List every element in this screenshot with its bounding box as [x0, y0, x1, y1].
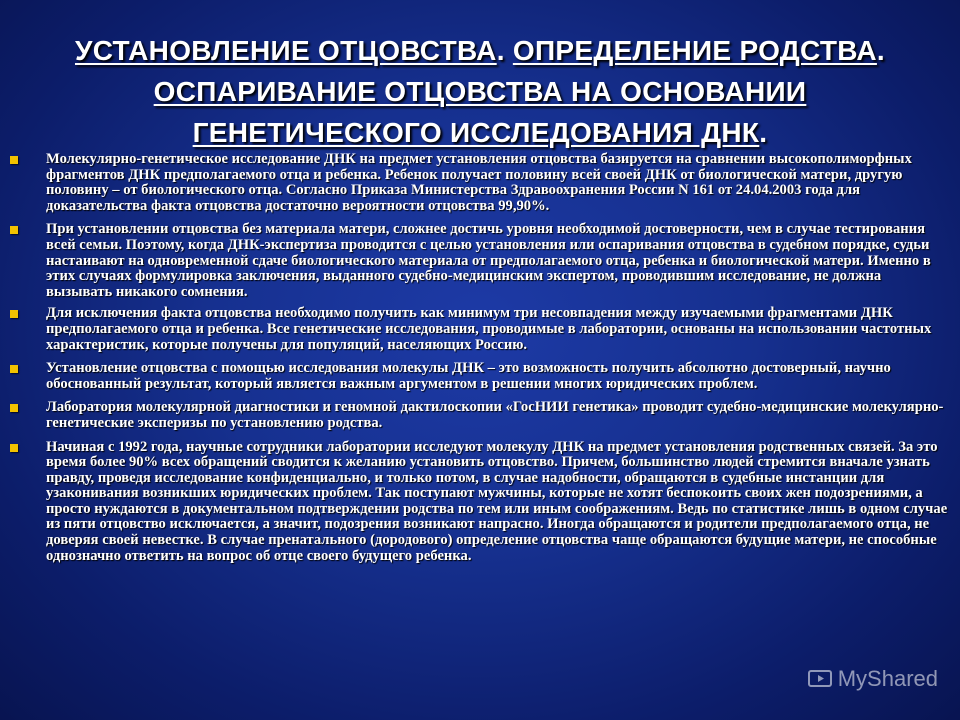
- bullet-text: Начиная с 1992 года, научные сотрудники лаборатории исследуют молекулу ДНК на предмет установления родственных связей. За это время более 90% всех обращений сводится к желанию установить отцовство. Причем, большинство людей стремится вначале узнать правду, проведя исследование конфиденциально, и только потом, в случае надобности, обращаются в судебные инстанции для узаконивания возникших юридических проблем. Так поступают мужчины, которые не хотят беспокоить своих жен подозрениями, а просто нуждаются в документальном подтверждении родства по тем или иным соображениям. Ведь по статистике лишь в одном случае из пяти отцовство исключается, а значит, подозрения возникают напрасно. Иногда обращаются и родители предполагаемого отца, не доверяя своей невестке. В случае пренатального (дородового) определение отцовства чаще обращаются будущие матери, не способные однозначно ответить на вопрос об отце своего будущего ребенка.: [46, 438, 948, 564]
- bullet-text: Лаборатория молекулярной диагностики и геномной дактилоскопии «ГосНИИ генетика» проводит судебно-медицинские молекулярно-генетические эксперизы по установлению родства.: [46, 399, 944, 431]
- bullet-item: [10, 222, 950, 300]
- square-bullet-icon: [10, 444, 18, 452]
- square-bullet-icon: [10, 310, 18, 318]
- title-line-1-end: .: [876, 35, 885, 66]
- bullet-text: Установление отцовства с помощью исследования молекулы ДНК – это возможность получить абсолютно достоверный, научно обоснованный результат, который является важным аргументом в решении многих юридических проблем.: [46, 360, 891, 392]
- title-line-3: [20, 112, 940, 153]
- bullet-text: При установлении отцовства без материала матери, сложнее достичь уровня необходимой достоверности, чем в случае тестирования всей семьи. Поэтому, когда ДНК-экспертиза проводится с целью установления или оспаривания отцовства в судебном порядке, судьи настаивают на одновременной сдаче биологического материала от предполагаемого отца, ребенка и биологической матери. Именно в этих случаях формулировка заключения, выданного судебно-медицинским экспертом, проводившим исследование, не должна вызывать никакого сомнения.: [46, 221, 931, 300]
- slide-title: [20, 30, 940, 153]
- square-bullet-icon: [10, 365, 18, 373]
- title-part-2: ОПРЕДЕЛЕНИЕ РОДСТВА: [512, 35, 877, 66]
- watermark-text: MyShared: [837, 666, 938, 691]
- title-line-2: [20, 71, 940, 112]
- bullet-item: [10, 361, 950, 392]
- bullet-item: [10, 306, 950, 353]
- myshared-logo-icon: [808, 668, 834, 690]
- title-line-1: [20, 30, 940, 71]
- title-part-4: ГЕНЕТИЧЕСКОГО ИССЛЕДОВАНИЯ ДНК: [192, 117, 760, 148]
- title-separator: .: [496, 35, 513, 66]
- square-bullet-icon: [10, 156, 18, 164]
- watermark: [808, 666, 938, 692]
- title-part-3: ОСПАРИВАНИЕ ОТЦОВСТВА НА ОСНОВАНИИ: [153, 76, 807, 107]
- title-line-3-end: .: [759, 117, 768, 148]
- bullet-text: Для исключения факта отцовства необходимо получить как минимум три несовпадения между изучаемыми фрагментами ДНК предполагаемого отца и ребенка. Все генетические исследования, проводимые в лаборатории, основаны на использовании частотных характеристик, которые получены для популяций, населяющих Россию.: [46, 305, 932, 353]
- bullet-item: [10, 440, 950, 565]
- square-bullet-icon: [10, 404, 18, 412]
- bullet-item: [10, 152, 950, 214]
- title-part-1: УСТАНОВЛЕНИЕ ОТЦОВСТВА: [74, 35, 497, 66]
- square-bullet-icon: [10, 226, 18, 234]
- bullet-list: [10, 152, 950, 564]
- bullet-text: Молекулярно-генетическое исследование ДНК на предмет установления отцовства базируется на сравнении высокополиморфных фрагментов ДНК предполагаемого отца и ребенка. Ребенок получает половину всей своей ДНК от биологической матери, другую половину – от биологического отца. Согласно Приказа Министерства Здравоохранения России N 161 от 24.04.2003 года для доказательства факта отцовства достаточно вероятности отцовства 99,90%.: [46, 151, 912, 214]
- bullet-item: [10, 400, 950, 431]
